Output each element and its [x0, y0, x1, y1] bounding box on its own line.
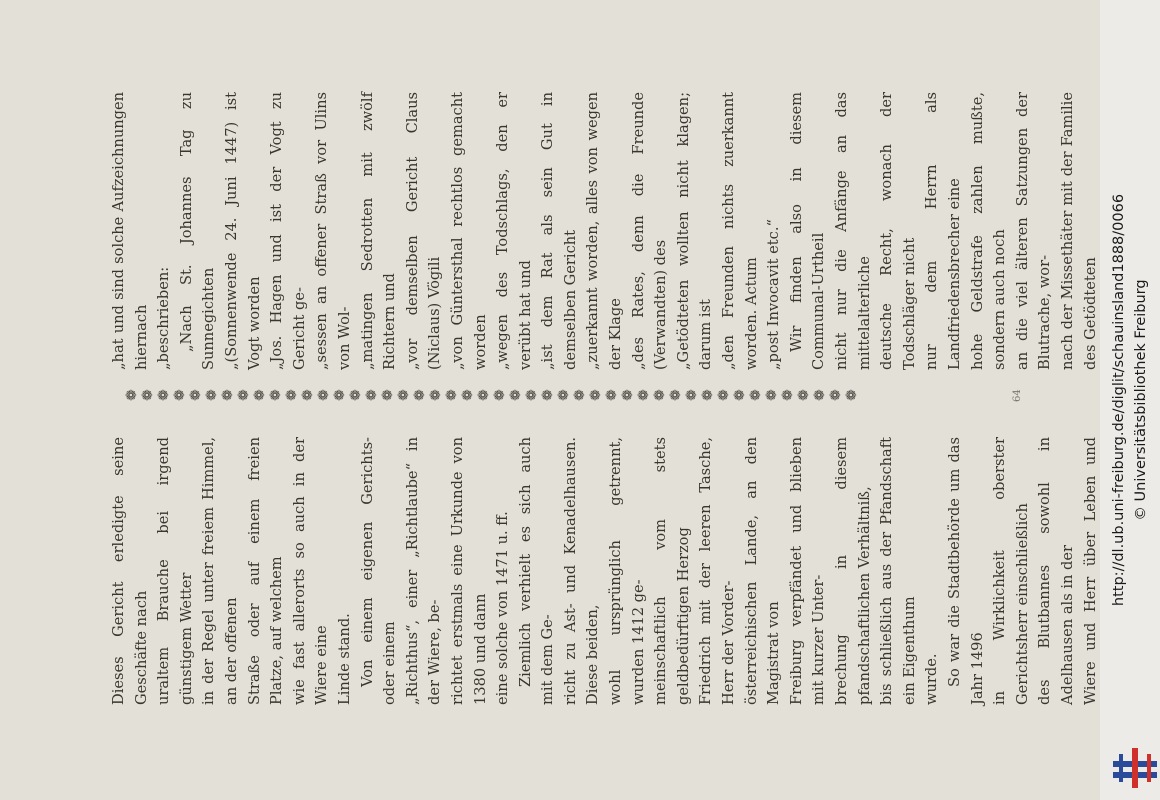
- text-line: an die viel älteren Satzungen der Blutrache, wor-: [1013, 92, 1054, 370]
- text-line: „(Sonnenwende 24. Juni 1447) ist Vogt worden: [222, 92, 263, 370]
- text-line: wohl ursprünglich getrennt, wurden 1412 ge-: [607, 437, 647, 705]
- divider-ornament-icon: ❁: [220, 389, 236, 401]
- text-line: „den Freunden nichts zuerkannt worden. Actum: [720, 92, 760, 370]
- divider-ornament-icon: ❁: [284, 389, 300, 401]
- text-line: „post Invocavit etc.“: [765, 219, 783, 370]
- divider-ornament-icon: ❁: [812, 389, 828, 401]
- divider-ornament-icon: ❁: [492, 389, 508, 401]
- logo-bar-blue: [1119, 754, 1123, 782]
- text-line: „hat und sind solche Aufzeichnungen hiernach: [110, 92, 150, 370]
- university-library-logo-icon: [1113, 748, 1157, 788]
- text-line: nach der Missethäter mit der Familie des Getödteten: [1058, 92, 1099, 370]
- divider-ornament-icon: ❁: [508, 389, 524, 401]
- divider-ornament-icon: ❁: [652, 389, 668, 401]
- divider-ornament-icon: ❁: [380, 389, 396, 401]
- text-line: Freiburg verpfändet und blieben mit kurzer Unter-: [787, 437, 828, 705]
- divider-ornament-icon: ❁: [700, 389, 716, 401]
- page-number: 64: [1012, 389, 1023, 402]
- text-line: Dieses Gericht erledigte seine Geschäfte nach: [110, 437, 150, 705]
- divider-ornament-icon: ❁: [748, 389, 764, 401]
- text-line: wie fast allerorts so auch in der Wiere eine: [290, 437, 331, 705]
- divider-ornament-icon: ❁: [572, 389, 588, 401]
- text-line: „Jos. Hagen und ist der Vogt zu Gericht ge-: [268, 92, 308, 370]
- divider-ornament-icon: ❁: [252, 389, 268, 401]
- divider-ornament-icon: ❁: [636, 389, 652, 401]
- text-line: Wiere und Herr über Leben und: [1081, 437, 1099, 705]
- library-sidebar: [1100, 0, 1160, 800]
- text-line: Von einem eigenen Gerichts- oder einem: [358, 437, 399, 705]
- text-line: richt zu Ast- und Kenadelhausen. Diese beiden,: [561, 437, 602, 705]
- divider-ornament-icon: ❁: [540, 389, 556, 401]
- text-line: des Blutbannes sowohl in Adelhausen als in der: [1036, 437, 1076, 705]
- text-line: in der Regel unter freiem Himmel, an der offenen: [200, 437, 240, 705]
- text-line: Linde stand.: [335, 613, 353, 705]
- text-line: eine solche von 1471 u. ff.: [494, 511, 512, 705]
- divider-ornament-icon: ❁: [124, 389, 140, 401]
- copyright-notice: © Universitätsbibliothek Freiburg: [1133, 279, 1149, 521]
- divider-ornament-icon: ❁: [604, 389, 620, 401]
- text-line: Straße oder auf einem freien Platze, auf welchem: [245, 437, 286, 705]
- divider-ornament-icon: ❁: [332, 389, 348, 401]
- divider-ornament-icon: ❁: [140, 389, 156, 401]
- divider-ornament-icon: ❁: [204, 389, 220, 401]
- divider-ornament-icon: ❁: [412, 389, 428, 401]
- text-line: „ist dem Rat als sein Gut in demselben Gericht: [539, 92, 579, 370]
- text-line: „Getödteten wollten nicht klagen; darum ist: [674, 92, 715, 370]
- text-line: Friedrich mit der leeren Tasche, Herr der Vorder-: [697, 437, 738, 705]
- text-line: „von Güntersthal rechtlos gemacht worden: [448, 92, 489, 370]
- logo-bar-red: [1132, 748, 1138, 788]
- divider-ornament-icon: ❁: [764, 389, 780, 401]
- text-line: nicht nur die Anfänge an das mittelalterliche: [833, 92, 873, 370]
- text-line: So war die Stadtbehörde um das Jahr 1496: [945, 437, 986, 705]
- text-line: deutsche Recht, wonach der Todschläger nicht: [878, 92, 918, 370]
- divider-ornament-icon: ❁: [524, 389, 540, 401]
- divider-ornament-icon: ❁: [428, 389, 444, 401]
- text-line: „beschrieben:: [155, 266, 173, 370]
- text-line: in Wirklichkeit oberster Gerichtsherr einschließlich: [991, 437, 1031, 705]
- text-line: „des Rates, denn die Freunde (Verwandten) des: [629, 92, 670, 370]
- logo-bar-red: [1147, 754, 1151, 782]
- divider-ornament-icon: ❁: [236, 389, 252, 401]
- divider-ornament-icon: ❁: [476, 389, 492, 401]
- text-line: hohe Geldstrafe zahlen mußte, sondern auch noch: [968, 92, 1009, 370]
- text-line: österreichischen Lande, an den Magistrat von: [742, 437, 783, 705]
- text-line: Wir finden also in diesem Communal-Urtheil: [787, 92, 828, 370]
- text-line: meinschaftlich vom stets geldbedürftigen Herzog: [652, 437, 692, 705]
- divider-ornament-icon: ❁: [156, 389, 172, 401]
- divider-ornament-icon: ❁: [620, 389, 636, 401]
- text-line: richtet erstmals eine Urkunde von 1380 und dann: [448, 437, 489, 705]
- divider-ornament-icon: ❁: [732, 389, 748, 401]
- divider-ornament-icon: ❁: [796, 389, 812, 401]
- source-url-link[interactable]: http://dl.ub.uni-freiburg.de/diglit/schauinsland1888/0066: [1111, 193, 1127, 607]
- text-line: uraltem Brauche bei irgend günstigem Wetter: [155, 437, 195, 705]
- divider-ornament-icon: ❁: [172, 389, 188, 401]
- text-line: nur dem Herrn als Landfriedensbrecher eine: [923, 92, 963, 370]
- divider-ornament-icon: ❁: [268, 389, 284, 401]
- divider-ornament-icon: ❁: [444, 389, 460, 401]
- sidebar-text: [1108, 194, 1152, 606]
- divider-ornament-icon: ❁: [300, 389, 316, 401]
- divider-ornament-icon: ❁: [188, 389, 204, 401]
- text-line: Ziemlich verhielt es sich auch mit dem Ge-: [516, 437, 557, 705]
- divider-ornament-icon: ❁: [588, 389, 604, 401]
- divider-ornament-icon: ❁: [828, 389, 844, 401]
- text-line: „vor demselben Gericht Claus (Niclaus) Vögili: [403, 92, 444, 370]
- text-line: „zuerkannt worden, alles von wegen der Klage: [584, 92, 625, 370]
- text-line: „Nach St. Johannes Tag zu Sunnegichten: [177, 92, 218, 370]
- divider-ornament-icon: ❁: [844, 389, 860, 401]
- right-text-column: [108, 92, 1100, 370]
- text-line: wurde.: [923, 653, 941, 705]
- divider-ornament-icon: ❁: [364, 389, 380, 401]
- divider-ornament-icon: ❁: [396, 389, 412, 401]
- text-line: „matingen Sedrotten mit zwölf Richtern und: [358, 92, 399, 370]
- divider-ornament-icon: ❁: [668, 389, 684, 401]
- text-line: „wegen des Todschlags, den er verübt hat und: [494, 92, 534, 370]
- divider-ornament-icon: ❁: [780, 389, 796, 401]
- text-line: „sessen an offener Straß vor Ulins von Wol-: [313, 92, 353, 370]
- divider-ornament-icon: ❁: [716, 389, 732, 401]
- text-line: brechung in diesem pfandschaftlichen Verhältniß,: [833, 437, 873, 705]
- text-line: „Richthus“, einer „Richtlaube“ in der Wiere, be-: [403, 437, 444, 705]
- divider-ornament-icon: ❁: [316, 389, 332, 401]
- left-text-column: [108, 437, 1100, 705]
- divider-ornament-icon: ❁: [460, 389, 476, 401]
- divider-ornament-icon: ❁: [348, 389, 364, 401]
- text-line: bis schließlich aus der Pfandschaft ein Eigenthum: [878, 437, 918, 705]
- ornamental-divider: [125, 388, 985, 402]
- divider-ornament-icon: ❁: [556, 389, 572, 401]
- divider-ornament-icon: ❁: [684, 389, 700, 401]
